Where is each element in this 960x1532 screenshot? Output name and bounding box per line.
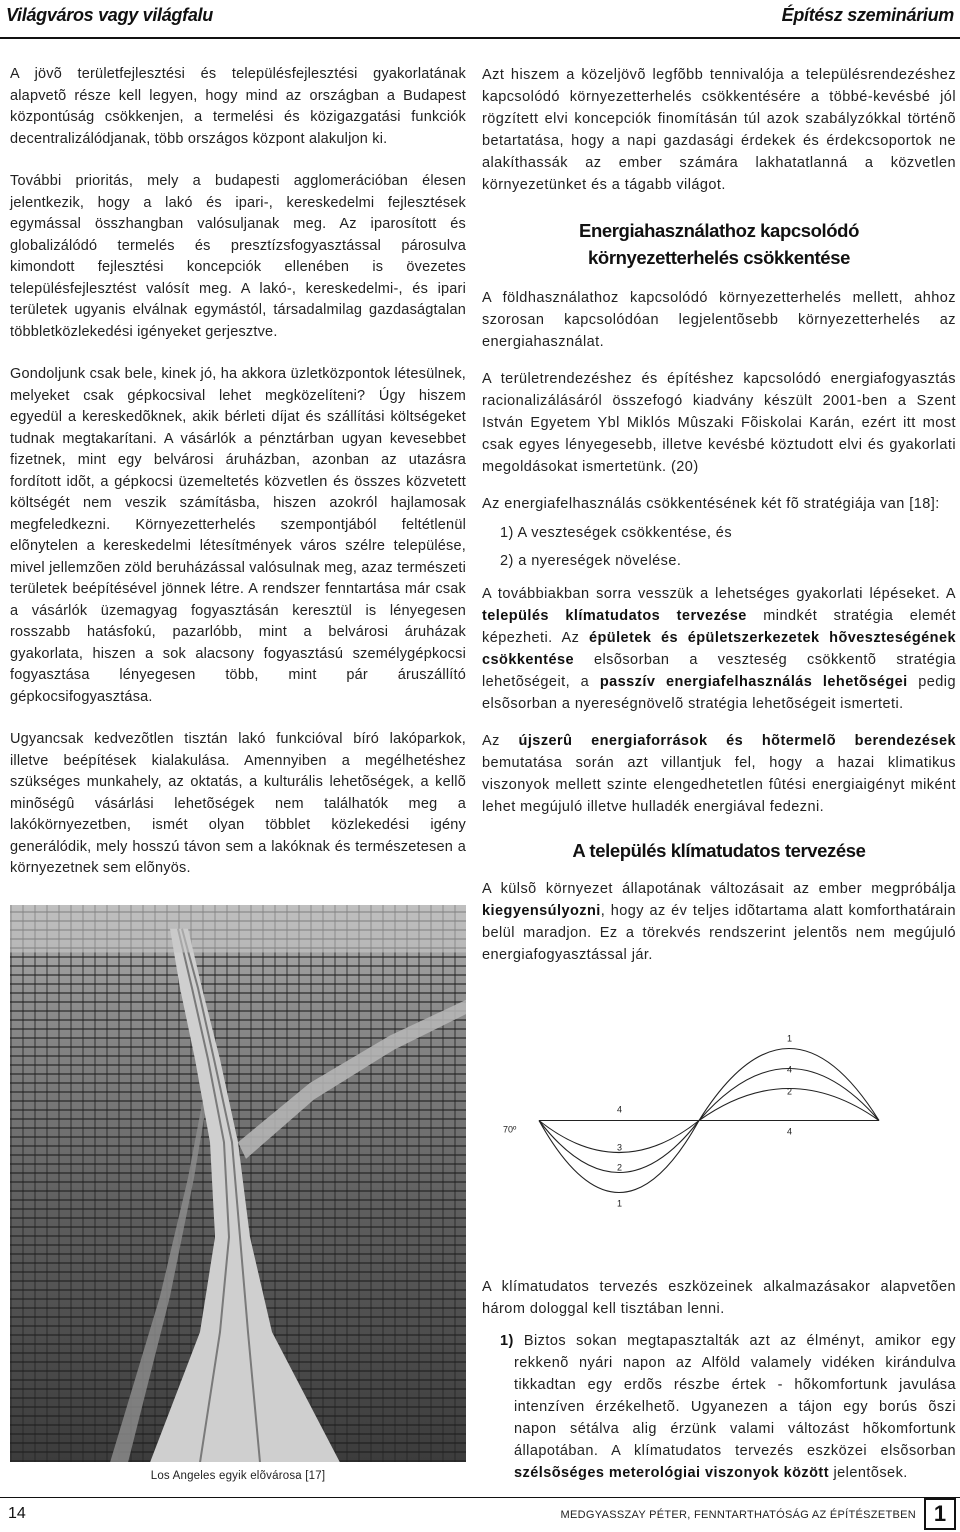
text-run: mindkét stratégia elemét képezheti. Az (482, 608, 956, 646)
freeway-branch (238, 999, 466, 1158)
footer-rule (0, 1497, 960, 1498)
paragraph-intro: Azt hiszem a közeljövõ legfõbb tennivalója a településrendezéshez kapcsolódó környezetterhelés csökkentésére a többé-kevésbé jól rögzített elvi koncepciók finomításán túl azok szabályzókkal történõ betartatása, hogy a napi gazdasági érdekek és érdekcsoportok ne alakíthassák az ember számára lakhatatlanná a közvetlen környezetünket és a tágabb világot. (482, 67, 956, 193)
paragraph-shopping-centers: Gondoljunk csak bele, kinek jó, ha akkora üzletközpontok létesülnek, melyeket csak gépkocsival lehet megközelíteni? Úgy hiszem egyedül a kereskedõknek, akik bérleti díjat és szállítási költségeket tudnak megtakarítani. A vásárlók a pénztárban ugyan kevesebbet fizetnek, mint egy belvárosi áruházban, azonban az utazásra fordított idõt, a gépkocsi üzemeltetés közvetlen és összes közvetett költségét nem veszik számításba, hiszen azokról hajlamosak megfeledkezni. Környezetterhelés szempontjából feltétlenül elõnytelen a kereskedelmi létesítmények város szélre települése, mivel jellemzõen zöld beruházással valósulnak meg, azaz természeti területek beépítésével jönnek létre. A rendszer fenntartása már csak a vásárlók üzemagyag fogyasztásán keresztül is lényegesen rosszabb hatásfokú, pazarlóbb, mint a belvárosi áruházak gyakorlata, hiszen a sok alacsony fogyasztású személygépkocsi fogyasztása lényegesen több, mint pár áruszállító gépkocsifogyasztása. (10, 366, 466, 705)
footer-author-book: MEDGYASSZAY PÉTER, FENNTARTHATÓSÁG AZ ÉPÍTÉSZETBEN (560, 1509, 916, 1521)
freeway (150, 928, 340, 1462)
text-run: Az (482, 733, 519, 749)
text-run: jelentõsek. (829, 1465, 908, 1481)
text-run: , hogy az év teljes idõtartama alatt komforthatárain belül maradjon. Ez a törekvés rendszerint jelentõs nem megújuló energiafogyasztással jár. (482, 903, 956, 963)
header-rule (0, 37, 960, 39)
curve-label-top: 4 (787, 1064, 793, 1075)
bold-text: passzív energiafelhasználás lehetõségei (599, 674, 908, 690)
paragraph-land-use: A földhasználathoz kapcsolódó környezetterhelés mellett, ahhoz szorosan kapcsolódóan legjelentõsebb környezetterhelés az energiahasználat. (482, 290, 956, 350)
aerial-photo (10, 905, 466, 1463)
section-title: Építész szeminárium (781, 5, 954, 25)
paragraph-steps (482, 583, 956, 715)
comfort-curves-svg (499, 970, 939, 1272)
bold-text: épületek és épületszerkezetek hõveszteségének csökkentése (482, 630, 957, 668)
bold-text: település klímatudatos tervezése (482, 608, 747, 624)
strategy-list (500, 519, 956, 575)
bold-text: kiegyensúlyozni (482, 903, 601, 919)
list-item: 2) a nyereségek növelése. (500, 553, 682, 569)
paragraph-three-things: A klímatudatos tervezés eszközeinek alkalmazásakor alapvetõen három dologgal kell tisztában lenni. (482, 1279, 956, 1317)
page-number: 14 (8, 1505, 26, 1522)
paragraph-agglomeration: További prioritás, mely a budapesti agglomerációban élesen jelentkezik, hogy a lakó és ipari-, kereskedelmi fejlesztések egymással összhangban valósuljanak meg. Az iparosított és globalizálódó termelés és presztízsfogyasztással párosulva kimondott fejlesztési koncepciók ellenében is övezetes településfejlesztést valósít meg. A lakó-, kereskedelmi-, és ipari területek ugyanis elválnak egymástól, társadalmilag gazdaságtalan többletközlekedési igényeket gerjesztve. (10, 173, 466, 340)
paragraph-publication: A területrendezéshez és építéshez kapcsolódó energiafogyasztás racionalizálásáról összefogó kiadvány készült 2001-ben a Szent István Egyetem Ybl Miklós Mûszaki Fõiskolai Karán, ezért itt most csak egyes lényegesebb, illetve kevésbé köztudott elvi és gyakorlati megoldásokat ismertetünk. (20) (482, 371, 956, 475)
text-run: pedig elsõsorban a nyereségnövelõ stratégia lehetõségeit ismerteti. (482, 674, 956, 712)
text-run: bemutatása során azt villantjuk fel, hogy a hazai klimatikus viszonyok mellett szinte elengedhetetlen fûtési energiaigényt miként lehet megújuló illetve hulladék energiával fedezni. (482, 755, 956, 815)
curve-label-bottom: 2 (617, 1162, 623, 1173)
line-label-right: 4 (787, 1126, 793, 1137)
curve-label-top: 1 (787, 1033, 793, 1044)
text-run: A továbbiakban sorra vesszük a lehetséges gyakorlati lépéseket. A (482, 586, 956, 602)
line-label-left: 4 (617, 1104, 623, 1115)
paragraph-residential-parks: Ugyancsak kedvezõtlen tisztán lakó funkcióval bíró lakóparkok, illetve beépítések kialakulása. Amennyiben a megélhetéshez szükséges munkahely, az oktatás, a kulturális lehetõségek, a kellõ minõségû vásárlási lehetõségek nem találhatók meg a lakókörnyezetben, ismét olyan többlet közlekedési igény generálódik, mely hosszú távon sem a lakóknak és természetesen a környezetnek sem elõnyös. (10, 731, 466, 876)
numbered-point (482, 1330, 956, 1484)
photo-caption: Los Angeles egyik elõvárosa [17] (150, 1470, 326, 1482)
bold-text: újszerû energiaforrások és hõtermelõ berendezések (518, 733, 956, 749)
text-run: A külsõ környezet állapotának változásait az ember megpróbálja (482, 881, 956, 897)
bold-text: 1) (500, 1333, 514, 1349)
section-heading-climate: A település klímatudatos tervezése (572, 840, 866, 861)
heading-line: környezetterhelés csökkentése (588, 247, 850, 268)
bold-text: szélsõséges meterológiai viszonyok között (514, 1465, 829, 1481)
paragraph-strategies-intro: Az energiafelhasználás csökkentésének két fõ stratégiája van [18]: (482, 496, 940, 512)
horizon-haze (10, 905, 466, 952)
aerial-photo-drawing (10, 905, 466, 1463)
list-item: 1) A veszteségek csökkentése, és (500, 525, 733, 541)
paragraph-climate-intro (482, 878, 956, 966)
right-column (482, 64, 956, 1484)
left-column (10, 64, 466, 1484)
chapter-number-box: 1 (924, 1498, 956, 1530)
curve-label-bottom: 3 (617, 1142, 623, 1153)
running-title: Világváros vagy világfalu (6, 5, 213, 25)
angle-label: 70º (503, 1124, 517, 1135)
text-run: elsõsorban a veszteség csökkentõ stratégia lehetõségeit, a (482, 652, 956, 690)
curve-label-bottom: 1 (617, 1198, 623, 1209)
text-run: Biztos sokan megtapasztalták azt az élményt, amikor egy rekkenõ nyári napon az Alföld valamely vidéken kirándulva tikkadtan egy erdõs részbe értek - hõkomfortunk javulása intenzíven érzékelhetõ. Ugyanezen a tájon egy borús õszi napon sétálva alig érzünk valami változást hõkomfortunk állapotában. A klímatudatos tervezés eszközei elsõsorban (513, 1333, 956, 1459)
curve-label-top: 2 (787, 1086, 793, 1097)
paragraph-decentralization: A jövõ területfejlesztési és településfejlesztési gyakorlatának alapvetõ része kell legyen, hogy mind az országban a Budapest központúság csökkenjen, a termelési és közigazgatási funkciók decentralizálódjanak, több országos központ alakuljon ki. (10, 66, 466, 147)
paragraph-new-sources (482, 730, 956, 818)
comfort-curves-diagram (482, 970, 956, 1272)
section-heading-energy (482, 217, 956, 271)
heading-line: Energiahasználathoz kapcsolódó (579, 220, 859, 241)
